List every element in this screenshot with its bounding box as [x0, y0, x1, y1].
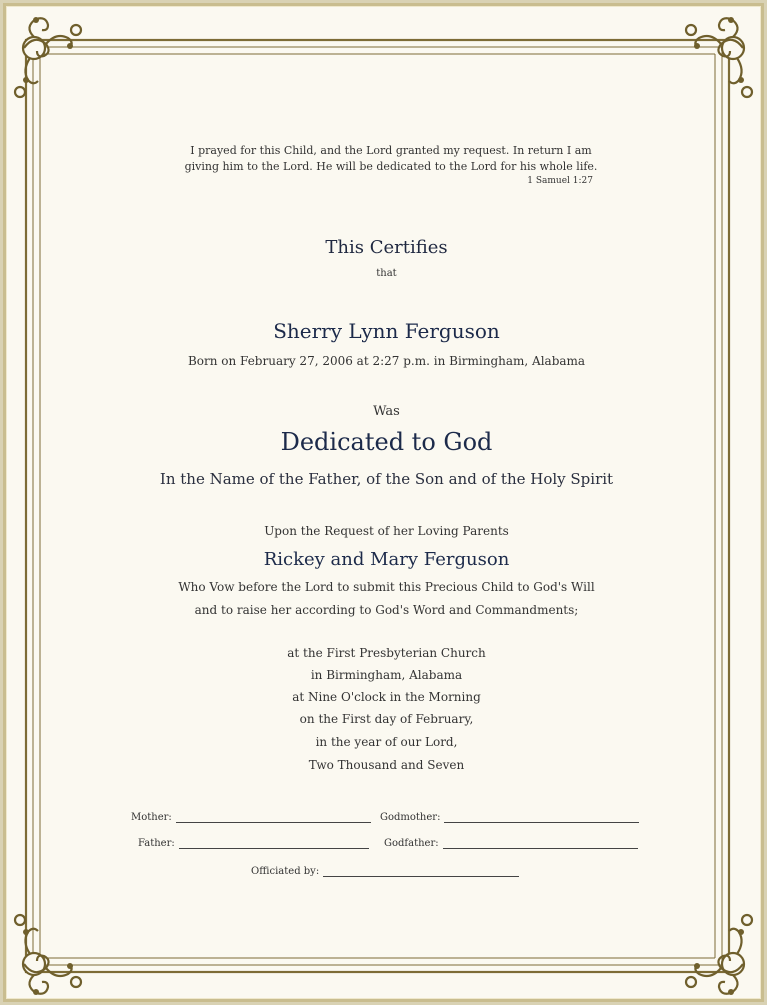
godmother-label: Godmother:	[380, 812, 441, 823]
location-line-1: at the First Presbyterian Church	[287, 646, 486, 660]
father-label: Father:	[138, 838, 175, 849]
verse-line-2: giving him to the Lord. He will be dedicated to the Lord for his whole life.	[184, 160, 598, 173]
trinity-line: In the Name of the Father, of the Son and of the Holy Spirit	[159, 470, 614, 488]
vow-line-1: Who Vow before the Lord to submit this Precious Child to God's Will	[178, 580, 595, 594]
mother-signature-line[interactable]	[176, 812, 371, 823]
godfather-label: Godfather:	[384, 838, 439, 849]
verse-line-1: I prayed for this Child, and the Lord granted my request. In return I am	[190, 144, 592, 157]
dedication-title: Dedicated to God	[280, 428, 493, 456]
certificate	[3, 3, 764, 1002]
corner-ornament-bottom-right	[686, 915, 752, 995]
location-line-2: in Birmingham, Alabama	[310, 668, 463, 682]
officiant-signature-line[interactable]	[323, 866, 519, 877]
vow-line-2: and to raise her according to God's Word and Commandments;	[194, 603, 579, 617]
mother-label: Mother:	[131, 812, 172, 823]
certifies-heading: This Certifies	[325, 237, 448, 258]
location-line-6: Two Thousand and Seven	[308, 758, 465, 772]
father-signature	[138, 838, 369, 849]
godmother-signature-line[interactable]	[444, 812, 639, 823]
father-signature-line[interactable]	[179, 838, 369, 849]
parents-request: Upon the Request of her Loving Parents	[264, 524, 509, 538]
parents-names: Rickey and Mary Ferguson	[263, 549, 510, 570]
birth-details: Born on February 27, 2006 at 2:27 p.m. in Birmingham, Alabama	[187, 354, 586, 368]
that-text: that	[376, 268, 397, 279]
godmother-signature	[380, 812, 639, 823]
mother-signature	[131, 812, 371, 823]
officiated-label: Officiated by:	[251, 866, 320, 877]
godfather-signature	[384, 838, 638, 849]
location-line-3: at Nine O'clock in the Morning	[292, 690, 481, 704]
location-line-4: on the First day of February,	[299, 712, 474, 726]
officiant-signature	[251, 866, 519, 877]
location-line-5: in the year of our Lord,	[315, 735, 458, 749]
was-text: Was	[373, 404, 400, 419]
scripture-verse	[156, 143, 626, 175]
child-name: Sherry Lynn Ferguson	[273, 319, 500, 343]
verse-reference: 1 Samuel 1:27	[527, 176, 593, 186]
corner-ornament-top-right	[686, 17, 752, 97]
godfather-signature-line[interactable]	[443, 838, 638, 849]
